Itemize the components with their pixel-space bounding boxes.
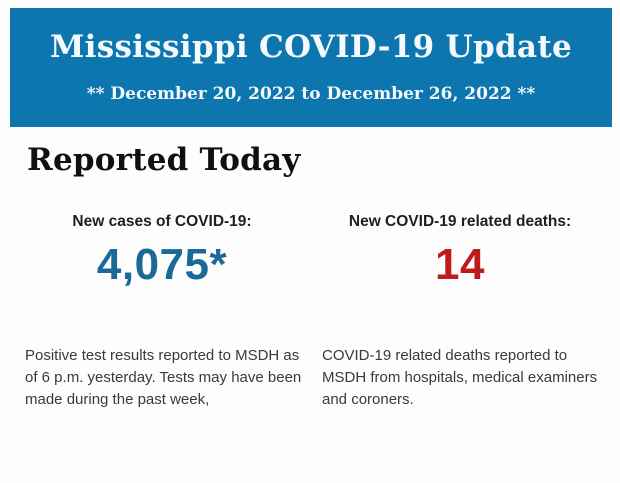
descriptions-row [0, 345, 620, 411]
new-cases-description: Positive test results reported to MSDH as of 6 p.m. yesterday. Tests may have been made during the past week, [25, 346, 302, 408]
stat-new-deaths [320, 212, 600, 289]
new-deaths-value: 14 [435, 239, 485, 289]
new-cases-label: New cases of COVID-19: [72, 212, 252, 230]
new-deaths-description: COVID-19 related deaths reported to MSDH from hospitals, medical examiners and coroners. [322, 346, 598, 408]
report-body [0, 144, 620, 411]
stat-new-cases [22, 212, 302, 289]
new-deaths-label: New COVID-19 related deaths: [348, 212, 572, 230]
header-banner [10, 8, 612, 127]
section-title: Reported Today [27, 142, 301, 178]
stats-row [0, 212, 620, 289]
new-cases-value: 4,075* [96, 239, 228, 289]
date-range: ** December 20, 2022 to December 26, 2022 ** [86, 83, 536, 104]
page-title: Mississippi COVID-19 Update [50, 29, 572, 66]
